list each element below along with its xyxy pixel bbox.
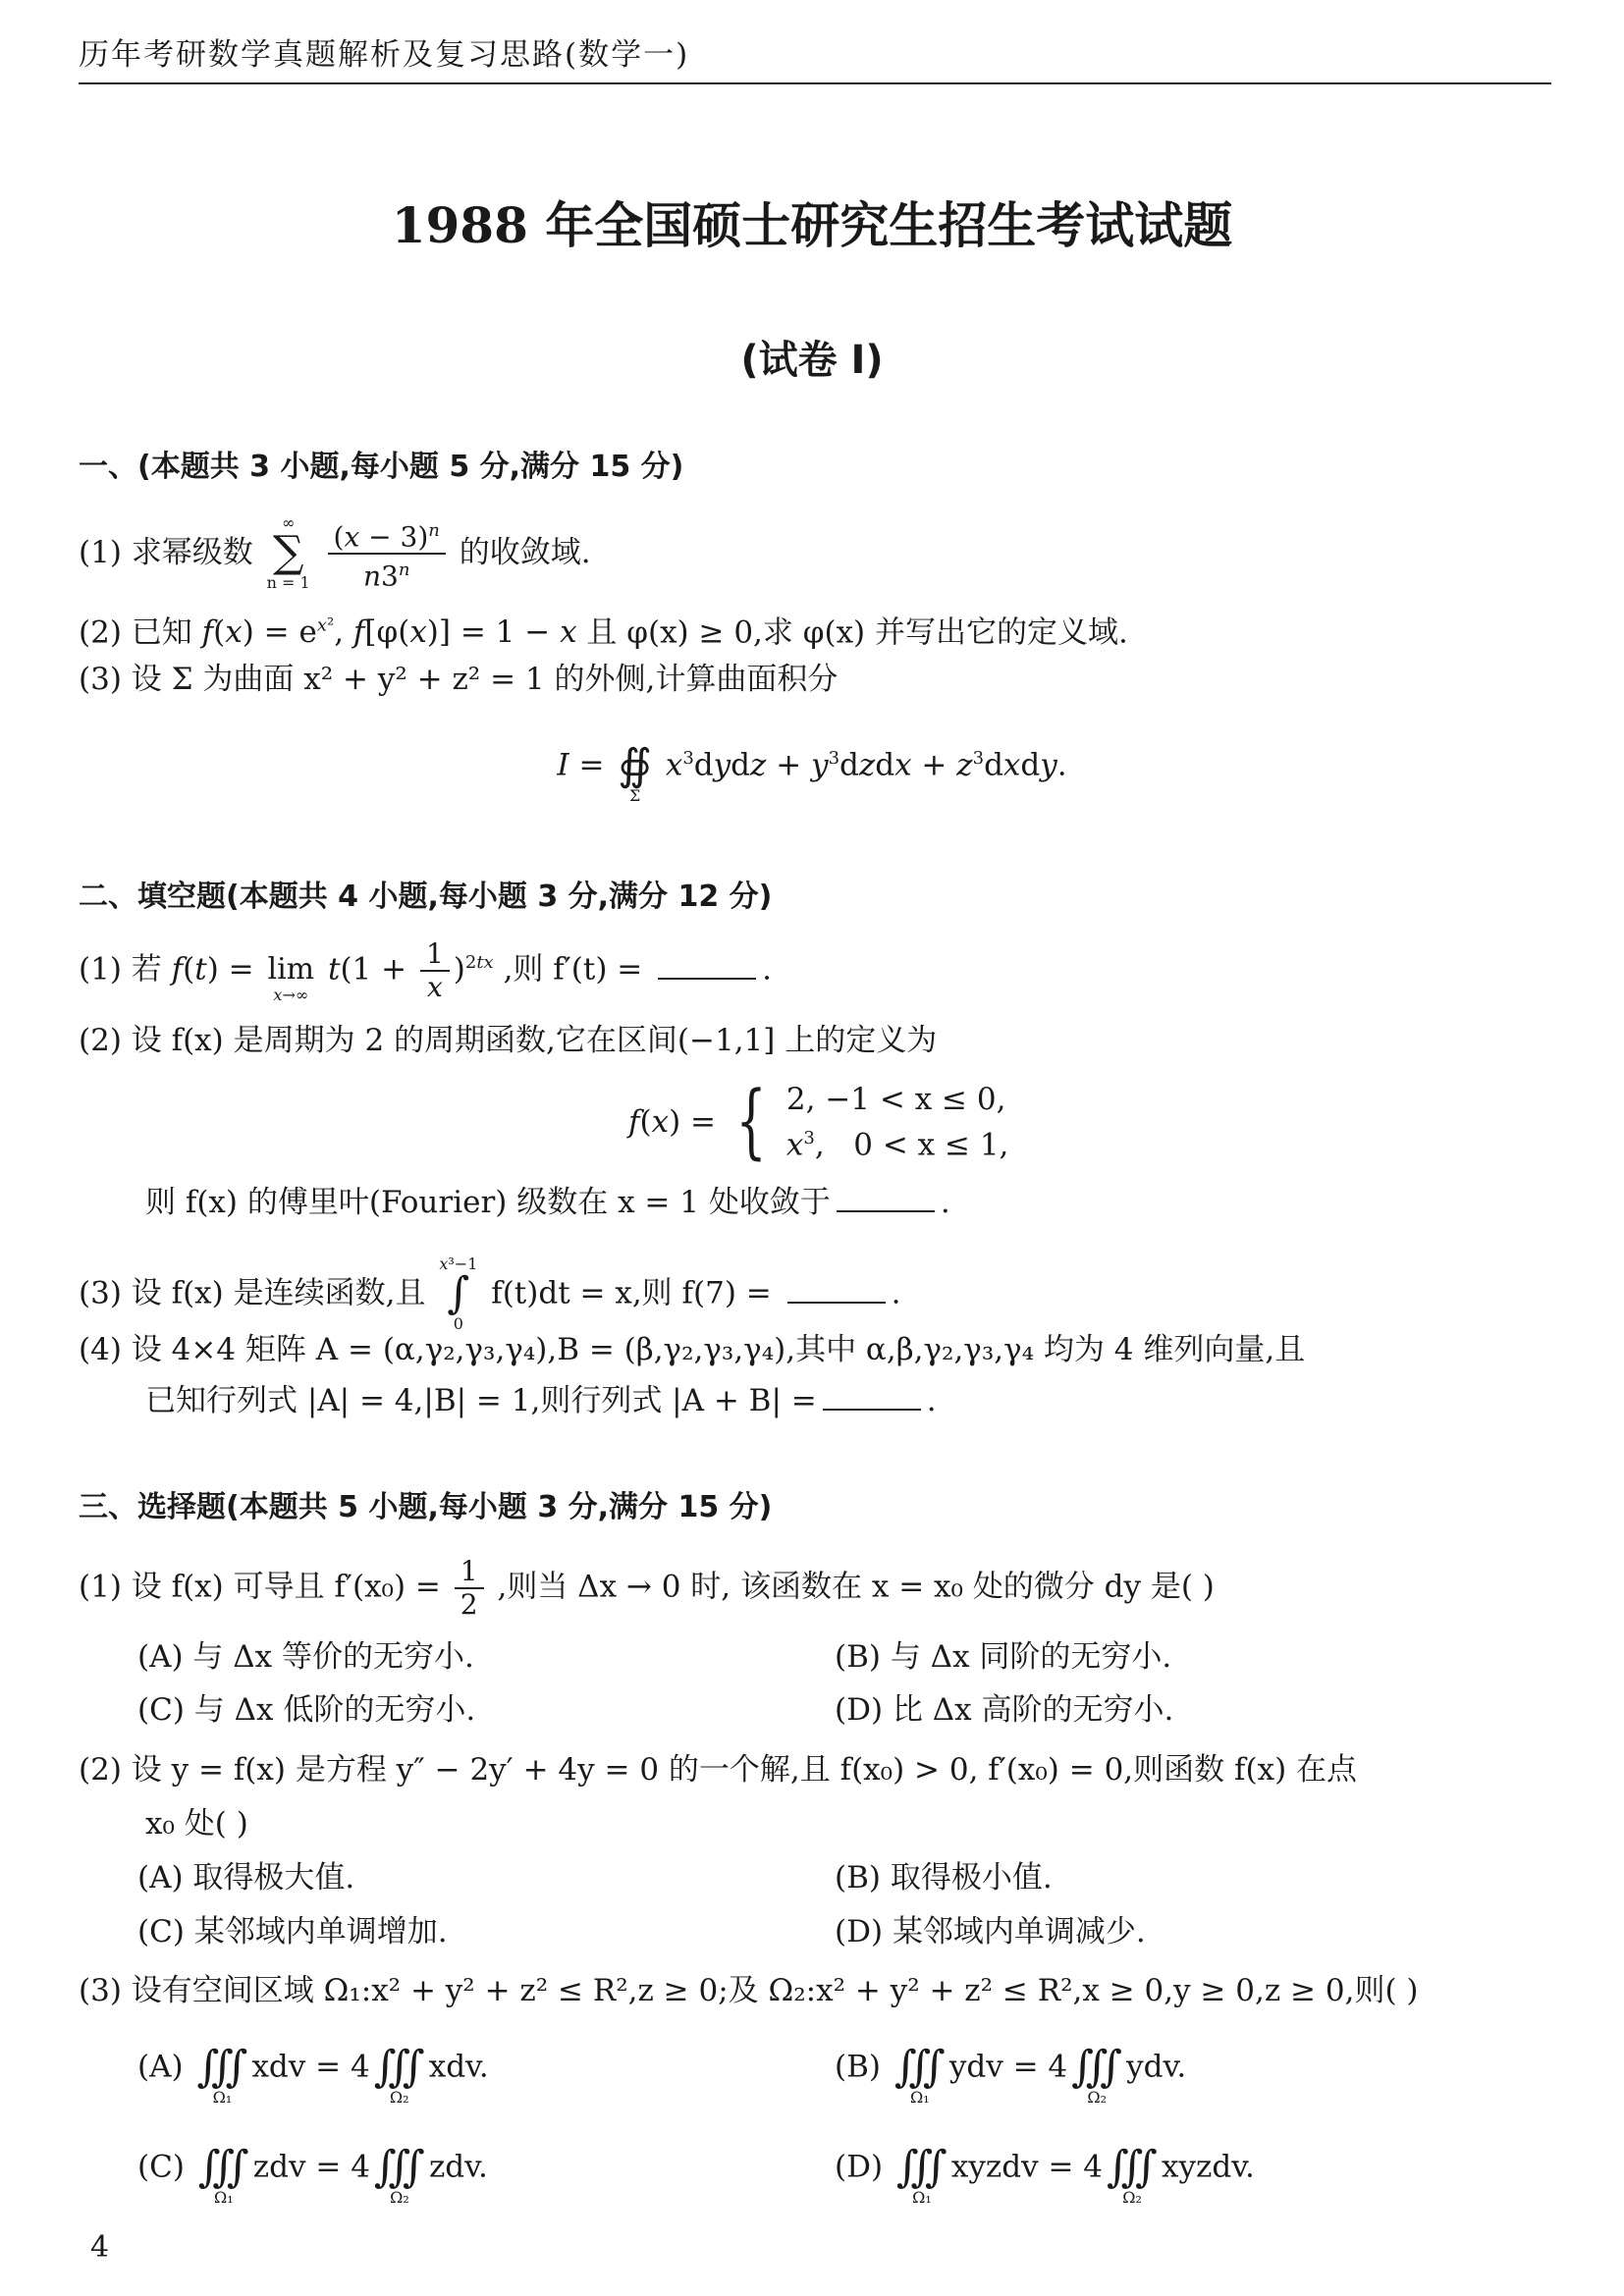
piecewise-brace: { — [735, 1075, 767, 1169]
section-heading-2: 二、填空题(本题共 4 小题,每小题 3 分,满分 12 分) — [79, 880, 773, 914]
integrand-right: zdv. — [428, 2149, 488, 2185]
s3-q2-option-c: (C) 某邻域内单调增加. — [137, 1914, 448, 1949]
s2-question-1: (1) 若 f(t) = lim x→∞ t(1 + $\frac{1}{x}$ )$^{2tx}$ ,则 f′(t) = . — [79, 937, 772, 1004]
closed-surface-integral-symbol: ∯ Σ — [618, 740, 652, 805]
s2-q2-tail-text: 则 f(x) 的傅里叶(Fourier) 级数在 x = 1 处收敛于 — [145, 1185, 831, 1220]
one-half-fraction: $\frac{1}{2}$ — [455, 1556, 484, 1621]
answer-blank — [823, 1383, 921, 1411]
s2-question-2-tail: 则 f(x) 的傅里叶(Fourier) 级数在 x = 1 处收敛于 . — [145, 1185, 950, 1220]
s2-question-4-line-1: (4) 设 4×4 矩阵 A = (α,γ₂,γ₃,γ₄),B = (β,γ₂,γ₃,γ₄),其中 α,β,γ₂,γ₃,γ₄ 均为 4 维列向量,且 — [79, 1332, 1306, 1367]
equals-four: = 4 — [1048, 2149, 1104, 2185]
piecewise-cases: 2, −1 < x ≤ 0, $x^3$, 0 < x ≤ 1, — [785, 1082, 1009, 1163]
page-number: 4 — [90, 2230, 110, 2265]
s2-q1-prefix: (1) 若 — [79, 951, 162, 988]
answer-blank — [837, 1185, 935, 1212]
equals-four: = 4 — [315, 2149, 370, 2185]
section-heading-3: 三、选择题(本题共 5 小题,每小题 3 分,满分 15 分) — [79, 1490, 773, 1524]
piecewise-case-2: 0 < x ≤ 1, — [853, 1127, 1009, 1163]
triple-integral-symbol: ∭ Ω₂ — [373, 2042, 425, 2107]
s3-q1-suffix: ,则当 Δx → 0 时, 该函数在 x = x₀ 处的微分 dy 是( ) — [497, 1569, 1215, 1605]
s3-q2-option-d: (D) 某邻域内单调减少. — [835, 1914, 1146, 1949]
s3-q1-prefix: (1) 设 f(x) 可导且 f′(x₀) = — [79, 1569, 441, 1605]
s2-question-2: (2) 设 f(x) 是周期为 2 的周期函数,它在区间(−1,1] 上的定义为 — [79, 1023, 938, 1058]
s1-question-2 — [79, 607, 1128, 652]
s3-q3-option-d — [835, 2130, 1255, 2207]
option-label: (A) — [137, 2049, 184, 2085]
page-title: 1988 年全国硕士研究生招生考试试题 — [391, 196, 1233, 254]
s3-q2-option-b: (B) 取得极小值. — [835, 1860, 1053, 1896]
s3-question-1 — [79, 1556, 1215, 1621]
s3-question-2-line-1: (2) 设 y = f(x) 是方程 y″ − 2y′ + 4y = 0 的一个解,且 f(x₀) > 0, f′(x₀) = 0,则函数 f(x) 在点 — [79, 1752, 1358, 1788]
one-over-x-fraction: $\frac{1}{x}$ — [420, 938, 450, 1003]
s1-q2-prefix: (2) 已知 — [79, 614, 192, 651]
section-heading-1: 一、(本题共 3 小题,每小题 5 分,满分 15 分) — [79, 450, 684, 484]
definite-integral-symbol: x³−1 ∫ 0 — [439, 1255, 478, 1333]
answer-blank — [787, 1276, 886, 1304]
option-label: (D) — [835, 2149, 884, 2185]
equals-four: = 4 — [1012, 2049, 1068, 2085]
triple-integral-symbol: ∭ Ω₁ — [895, 2142, 947, 2207]
piecewise-definition: f(x) = { 2, −1 < x ≤ 0, $x^3$, 0 < x ≤ 1, — [628, 1075, 1009, 1169]
s1-q1-prefix: (1) 求幂级数 — [79, 534, 253, 570]
s1-q1-suffix: 的收敛域. — [459, 534, 591, 570]
integrand-left: xdv — [251, 2049, 306, 2085]
paper-subtitle: (试卷 Ⅰ) — [740, 338, 884, 383]
s1-q2-rest: 且 φ(x) ≥ 0,求 φ(x) 并写出它的定义域. — [586, 614, 1128, 651]
triple-integral-symbol: ∭ Ω₂ — [1071, 2042, 1123, 2107]
s1-question-1 — [79, 515, 591, 593]
option-label: (B) — [835, 2049, 881, 2085]
s2-question-3: (3) 设 f(x) 是连续函数,且 x³−1 ∫ 0 f(t)dt = x,则 f(7) = . — [79, 1255, 901, 1333]
summation-symbol: ∞ ∑ n = 1 — [266, 513, 310, 593]
equals-four: = 4 — [315, 2049, 370, 2085]
s1-q2-formula: $f(x) = e^{x^2}$, f[φ(x)] = 1 − x — [201, 614, 577, 651]
triple-integral-symbol: ∭ Ω₁ — [197, 2142, 249, 2207]
s2-q3-prefix: (3) 设 f(x) 是连续函数,且 — [79, 1275, 426, 1311]
integrand-left: xyzdv — [950, 2149, 1039, 2185]
triple-integral-symbol: ∭ Ω₁ — [893, 2042, 946, 2107]
s3-q1-option-a: (A) 与 Δx 等价的无穷小. — [137, 1639, 474, 1675]
s3-q3-option-b — [835, 2030, 1186, 2107]
s3-q3-option-c — [137, 2130, 488, 2207]
integrand-right: xdv. — [428, 2049, 489, 2085]
s3-q1-option-b: (B) 与 Δx 同阶的无穷小. — [835, 1639, 1172, 1675]
option-label: (C) — [137, 2149, 185, 2185]
header-rule — [79, 82, 1551, 84]
s3-question-3: (3) 设有空间区域 Ω₁:x² + y² + z² ≤ R²,z ≥ 0;及 Ω₂:x² + y² + z² ≤ R²,x ≥ 0,y ≥ 0,z ≥ 0,则( ) — [79, 1973, 1419, 2008]
integrand-left: zdv — [252, 2149, 306, 2185]
running-header: 历年考研数学真题解析及复习思路(数学一) — [79, 37, 690, 73]
limit-operator: lim x→∞ — [267, 952, 315, 1004]
s3-q1-option-c: (C) 与 Δx 低阶的无穷小. — [137, 1692, 476, 1728]
s3-q2-option-a: (A) 取得极大值. — [137, 1860, 355, 1896]
piecewise-case-1: 2, −1 < x ≤ 0, — [785, 1082, 1006, 1117]
s3-q1-option-d: (D) 比 Δx 高阶的无穷小. — [835, 1692, 1174, 1728]
surface-integral-formula: I = ∯ Σ $x^3dydz$ + $y^3dzdx$ + $z^3dxdy$. — [0, 728, 1624, 805]
integrand-right: xyzdv. — [1162, 2149, 1255, 2185]
s2-q1-suffix: ,则 f′(t) = — [503, 951, 643, 988]
answer-blank — [658, 952, 756, 980]
s3-question-2-line-2: x₀ 处( ) — [145, 1806, 248, 1842]
triple-integral-symbol: ∭ Ω₂ — [1107, 2142, 1159, 2207]
triple-integral-symbol: ∭ Ω₁ — [196, 2042, 248, 2107]
series-term-fraction: $\frac{(x - 3)^n}{n3^n}$ — [328, 515, 446, 593]
s2-q3-suffix: f(t)dt = x,则 f(7) = — [491, 1275, 772, 1311]
s3-q3-option-a — [137, 2030, 489, 2107]
s1-question-3: (3) 设 Σ 为曲面 x² + y² + z² = 1 的外侧,计算曲面积分 — [79, 662, 839, 697]
s2-q4-line-2-text: 已知行列式 |A| = 4,|B| = 1,则行列式 |A + B| = — [145, 1383, 817, 1418]
triple-integral-symbol: ∭ Ω₂ — [373, 2142, 425, 2207]
integrand-right: ydv. — [1126, 2049, 1187, 2085]
s2-question-4-line-2: 已知行列式 |A| = 4,|B| = 1,则行列式 |A + B| = . — [145, 1383, 937, 1418]
integrand-left: ydv — [948, 2049, 1003, 2085]
